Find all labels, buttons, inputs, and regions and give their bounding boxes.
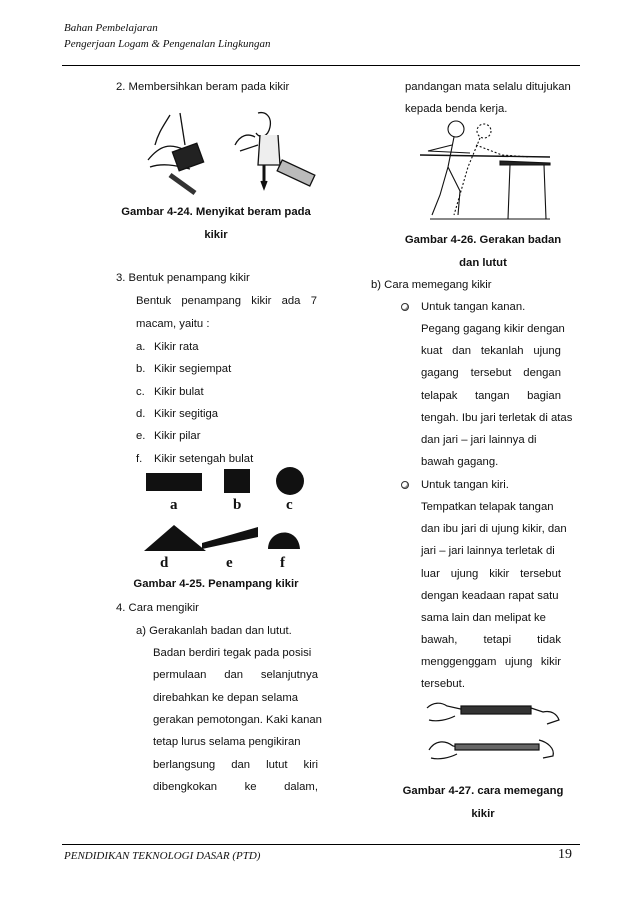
para-line: bawah gagang. [421,456,499,468]
bullet-icon [401,303,409,311]
para-line: kuat dan tekanlah ujung [421,345,561,357]
item-3-para-line-2: macam, yaitu : [136,318,210,330]
para-line: berlangsung dan lutut kiri [153,759,318,771]
caption-4-24-line-2: kikir [204,229,228,241]
figure-4-27-holding-the-file [425,698,565,774]
shape-label: c [286,497,293,513]
square-section-shape [224,469,250,493]
item-3-heading: 3. Bentuk penampang kikir [116,272,250,284]
word: penampang [181,295,242,307]
bullet-icon [401,481,409,489]
para-line: tersebut. [421,678,465,690]
bullet-left-hand: Untuk tangan kiri. [421,479,509,491]
sub-b-heading: b) Cara memegang kikir [371,279,492,291]
flat-section-shape [146,473,202,491]
figure-4-25-file-cross-sections [140,463,320,573]
para-line: telapak tangan bagian [421,390,561,402]
caption-4-25: Gambar 4-25. Penampang kikir [133,578,299,590]
caption-4-27 [398,784,568,821]
word: ada [281,295,301,307]
para-line: Badan berdiri tegak pada posisi [153,647,312,659]
list-item: b. Kikir segiempat [136,363,232,375]
shape-label: a [170,497,178,513]
word: 7 [310,295,317,307]
word: Bentuk [136,295,172,307]
figure-4-26-body-and-knee-motion [410,115,560,225]
para-line: tetap lurus selama pengikiran [153,736,301,748]
para-line: permulaan dan selanjutnya [153,669,318,681]
para-line: direbahkan ke depan selama [153,692,299,704]
para-line: dibengkokan ke dalam, [153,781,318,793]
para-line: dengan keadaan rapat satu [421,590,559,602]
round-section-shape [276,467,304,495]
footer-rule [62,844,580,845]
para-line: tengah. Ibu jari terletak di atas [421,412,573,424]
word: kikir [251,295,272,307]
list-item: f. Kikir setengah bulat [136,453,254,465]
pillar-section-shape [202,527,258,549]
figure-4-24-brushing-file [140,105,320,195]
header-line-1: Bahan Pembelajaran [64,22,158,34]
header-line-2: Pengerjaan Logam & Pengenalan Lingkungan [64,38,271,50]
continued-line-2: kepada benda kerja. [405,103,508,115]
caption-4-27-line-2: kikir [471,808,495,820]
running-header [64,20,271,52]
para-line: sama lain dan melipat ke [421,612,546,624]
list-item: c. Kikir bulat [136,386,204,398]
list-item: d. Kikir segitiga [136,408,219,420]
list-item: e. Kikir pilar [136,430,201,442]
para-line: dan ibu jari di ujung kikir, dan [421,523,567,535]
shape-label: d [160,555,169,571]
caption-4-26-line-1: Gambar 4-26. Gerakan badan [404,234,562,246]
caption-4-27-line-1: Gambar 4-27. cara memegang [402,785,564,797]
para-line: dan jari – jari lainnya di [421,434,537,446]
caption-4-26 [398,233,568,270]
header-rule [62,65,580,66]
shape-label: f [280,555,285,571]
para-line: menggenggam ujung kikir [421,656,561,668]
running-footer: PENDIDIKAN TEKNOLOGI DASAR (PTD) [64,850,261,862]
continued-line-1: pandangan mata selalu ditujukan [405,81,571,93]
triangle-section-shape [144,525,206,551]
para-line: bawah, tetapi tidak [421,634,561,646]
shape-label: b [233,497,242,513]
sub-a-heading: a) Gerakanlah badan dan lutut. [136,625,292,637]
para-line: Pegang gagang kikir dengan [421,323,565,335]
page-number: 19 [558,847,572,862]
bullet-right-hand: Untuk tangan kanan. [421,301,526,313]
caption-4-24 [116,205,316,242]
item-4-heading: 4. Cara mengikir [116,602,199,614]
caption-4-26-line-2: dan lutut [459,257,507,269]
para-line: gerakan pemotongan. Kaki kanan [153,714,322,726]
list-item: a. Kikir rata [136,341,199,353]
item-2-heading: 2. Membersihkan beram pada kikir [116,81,290,93]
item-3-para-line-1 [136,294,317,308]
para-line: jari – jari lainnya terletak di [421,545,555,557]
para-line: Tempatkan telapak tangan [421,501,554,513]
shape-label: e [226,555,233,571]
para-line: gagang tersebut dengan [421,367,561,379]
half-round-section-shape [268,532,300,549]
para-line: luar ujung kikir tersebut [421,568,561,580]
caption-4-24-line-1: Gambar 4-24. Menyikat beram pada [121,206,311,218]
